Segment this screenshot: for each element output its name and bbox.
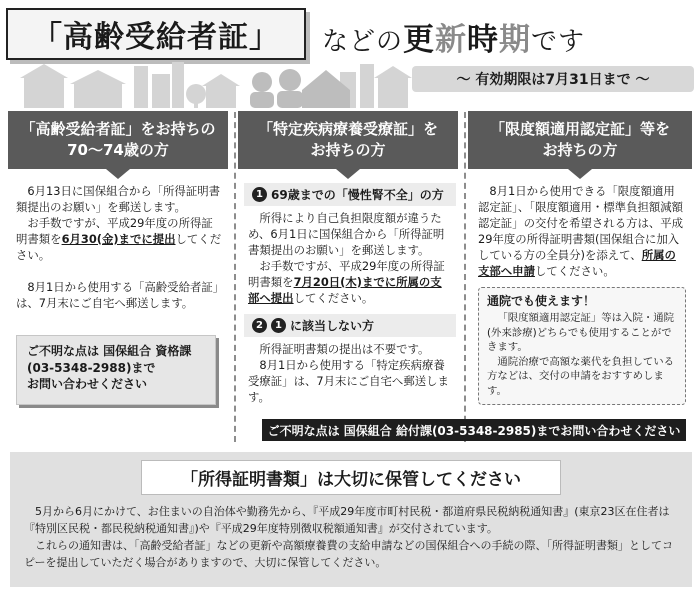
outpatient-note-box [478,287,686,405]
title-main: 「高齢受給者証」 [32,20,280,55]
bottom-notice [10,452,692,587]
column-2-body [248,169,452,417]
column-1-para-2: お手数ですが、平成29年度の所得証明書類を6月30(金)までに提出してください。 [16,216,222,262]
column-2-header-line-1: 「特定疾病療養受療証」を [257,120,438,138]
column-2-header-line-2: お持ちの方 [310,141,386,159]
apply-emphasis: 所属の支部へ申請 [478,248,676,278]
column-3-header-line-1: 「限度額適用認定証」等を [489,120,670,138]
title-small-1: などの [322,27,404,57]
bottom-notice-para-1: 5月から6月にかけて、お住まいの自治体や勤務先から、『平成29年度市町村民税・都道府県民税納税通知書』(東京23区在住者は『特別区民税・都民税納税通知書』)や『平成29年度特別徴収税額通知書』が交付されています。 [24,505,670,535]
deadline-emphasis-1: 6月30(金)までに提出 [61,232,176,246]
title-rest [322,14,585,59]
title-word-3: 時 [467,22,500,58]
column-3-para-1: 8月1日から使用できる「限度額適用認定証」、「限度額適用・標準負担額減額認定証」の交付を希望される方は、平成29年度の所得証明書類(国保組合に加入している方の全員分)を添えて、所属の支部へ申請してください。 [478,184,684,278]
outpatient-note-title: 通院でも使えます！ [487,294,596,308]
column-1-para-3: 8月1日から使用する「高齢受給者証」は、7月末にご自宅へ郵送します。 [16,280,219,310]
column-2-para-2: お手数ですが、平成29年度の所得証明書類を7月20日(木)までに所属の支部へ提出してください。 [248,259,445,305]
column-3-body [478,169,686,417]
subhead-2-title: に該当しない方 [290,319,375,333]
column-2-header [238,111,458,169]
number-1-icon: 1 [252,187,267,202]
title-box [6,8,306,60]
column-1-header-line-1: 「高齢受給者証」をお持ちの [20,120,216,138]
contact-line-3: お問い合わせください [27,377,148,391]
bottom-notice-para-2: これらの通知書は、「高齢受給者証」などの更新や高額療養費の支給申請などの国保組合への手続の際、「所得証明書類」としてコピーを提出していただく場合がありますので、大切に保管してください。 [24,539,673,569]
outpatient-note-para-2: 通院治療で高額な薬代を負担している方などは、交付の申請をおすすめします。 [487,355,675,397]
column-3-header [468,111,692,169]
column-2-para-4: 8月1日から使用する「特定疾病療養受療証」は、7月末にご自宅へ郵送します。 [248,358,449,404]
column-2-subhead-1 [244,183,456,206]
outpatient-note-para-1: 「限度額適用認定証」等は入院・通院(外来診療)どちらでも使用することができます。 [487,312,675,353]
column-1-contact-box [16,335,216,405]
number-1-inline-icon: 1 [271,318,286,333]
title-word-4: 期 [499,22,532,58]
contact-line-2: (03-5348-2988)まで [27,360,156,375]
column-divider-1 [234,112,236,442]
contact-line-1: ご不明な点は 国保組合 資格課 [27,344,192,358]
benefits-contact-bar: ご不明な点は 国保組合 給付課(03-5348-2985)までお問い合わせください [262,419,686,441]
column-1-header-line-2: 70～74歳の方 [67,141,169,159]
column-1-header [8,111,228,169]
title-small-2: です [531,27,586,57]
expiry-band: ～ 有効期限は7月31日まで ～ [412,66,694,92]
subhead-1-title: 69歳までの「慢性腎不全」の方 [271,188,444,202]
column-2-subhead-2 [244,314,456,337]
column-2-para-3: 所得証明書類の提出は不要です。 [259,342,430,356]
column-1-para-1: 6月13日に国保組合から「所得証明書類提出のお願い」を郵送します。 [16,184,220,214]
title-word-2: 新 [435,22,468,58]
title-word-1: 更 [403,22,436,58]
deadline-emphasis-2: 7月20日(木)までに所属の支部へ提出 [248,275,442,305]
column-divider-2 [464,112,466,442]
number-2-icon: 2 [252,318,267,333]
column-3-header-line-2: お持ちの方 [542,141,618,159]
column-2-para-1: 所得により自己負担限度額が違うため、6月1日に国保組合から「所得証明書類提出のお願い」を郵送します。 [248,211,445,257]
bottom-notice-title: 「所得証明書類」は大切に保管してください [141,460,561,495]
